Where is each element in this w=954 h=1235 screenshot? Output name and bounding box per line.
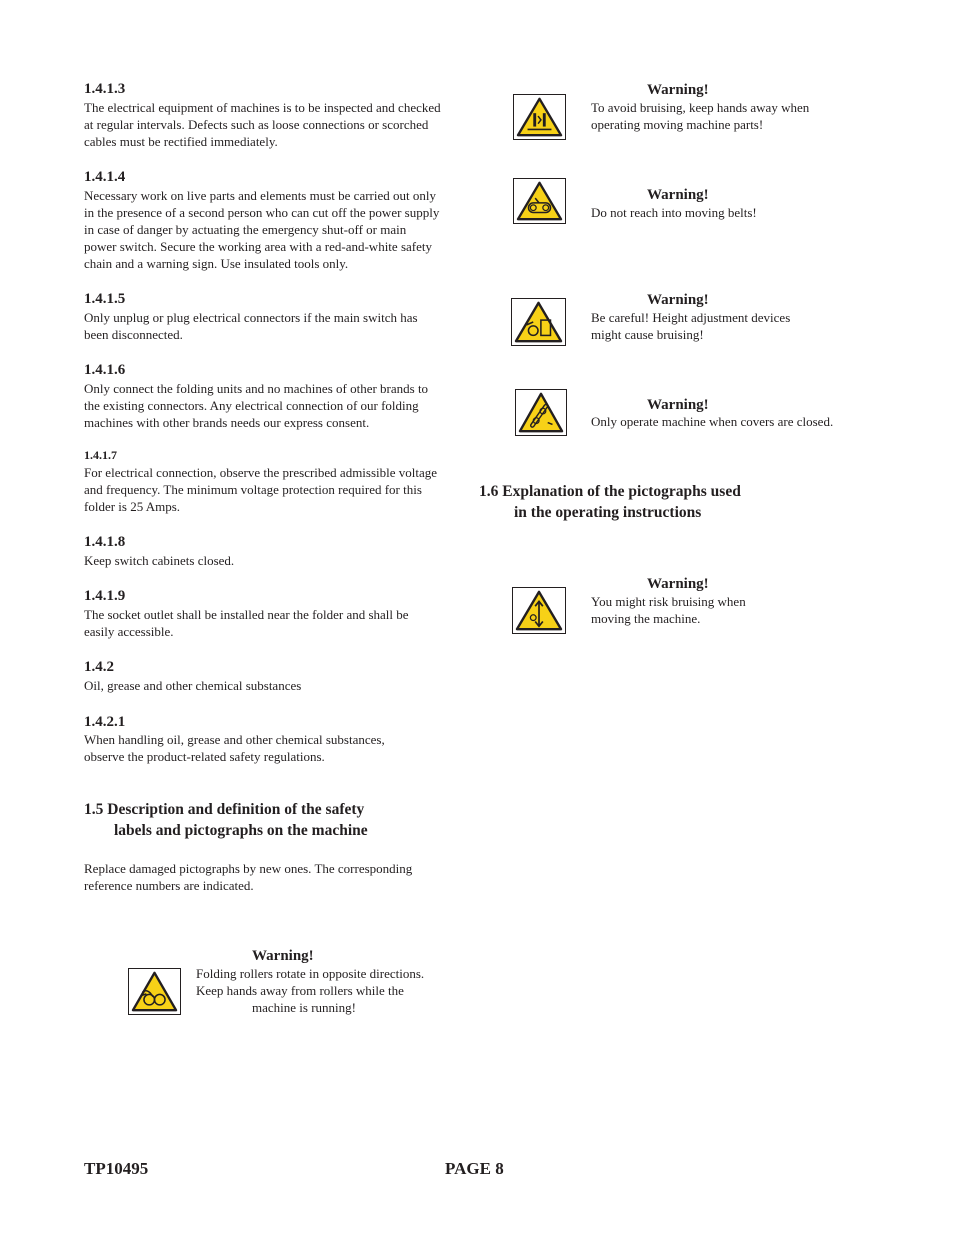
paragraph-1-4-1-8 [84, 552, 234, 569]
section-title-line: labels and pictographs on the machine [114, 822, 368, 839]
text-line: power switch. Secure the working area with a red-and-white safety [84, 239, 432, 254]
warning-title: Warning! [252, 948, 314, 964]
section-1-5-body [84, 860, 412, 894]
paragraph-1-4-1-7 [84, 464, 437, 515]
text-line: been disconnected. [84, 327, 183, 342]
text-line: cables must be rectified immediately. [84, 134, 278, 149]
belt-hazard-icon [513, 178, 566, 224]
text-line: the existing connectors. Any electrical connection of our folding [84, 398, 419, 413]
text-line: easily accessible. [84, 624, 174, 639]
heading-1-4-1-6: 1.4.1.6 [84, 362, 126, 378]
text-line: chain and a warning sign. Use insulated tools only. [84, 256, 349, 271]
text-line: For electrical connection, observe the prescribed admissible voltage [84, 465, 438, 480]
warning-text [591, 99, 809, 133]
paragraph-1-4-1-5 [84, 309, 418, 343]
text-line: machine is running! [252, 1000, 356, 1015]
paragraph-1-4-1-6 [84, 380, 428, 431]
text-line: Do not reach into moving belts! [591, 205, 757, 220]
heading-1-4-2: 1.4.2 [84, 659, 114, 675]
text-line: Keep switch cabinets closed. [84, 553, 235, 568]
text-line: at regular intervals. Defects such as loose connections or scorched [84, 117, 429, 132]
text-line: The socket outlet shall be installed near the folder and shall be [84, 607, 409, 622]
heading-1-4-1-5: 1.4.1.5 [84, 291, 126, 307]
heading-1-4-1-9: 1.4.1.9 [84, 588, 126, 604]
warning-text [591, 204, 757, 221]
text-line: Necessary work on live parts and elements must be carried out only [84, 188, 436, 203]
paragraph-1-4-2-1 [84, 731, 385, 765]
text-line: Oil, grease and other chemical substances [84, 678, 302, 693]
hand-crush-icon [513, 94, 566, 140]
section-1-5-title [84, 799, 368, 841]
text-line: operating moving machine parts! [591, 117, 764, 132]
warning-text [196, 965, 424, 1016]
footer-page-number: PAGE 8 [445, 1159, 504, 1178]
warning-text [591, 593, 746, 627]
warning-title: Warning! [647, 82, 709, 98]
text-line: Replace damaged pictographs by new ones. The corresponding [84, 861, 413, 876]
height-adjust-hazard-icon [511, 298, 566, 346]
text-line: in case of danger by actuating the emergency shut-off or main [84, 222, 407, 237]
text-line: Only unplug or plug electrical connectors if the main switch has [84, 310, 418, 325]
text-line: You might risk bruising when [591, 594, 746, 609]
heading-1-4-2-1: 1.4.2.1 [84, 714, 126, 730]
text-line: moving the machine. [591, 611, 701, 626]
heading-1-4-1-3: 1.4.1.3 [84, 81, 126, 97]
rollers-hazard-icon [128, 968, 181, 1015]
warning-title: Warning! [647, 576, 709, 592]
covers-closed-icon [515, 389, 567, 436]
text-line: Be careful! Height adjustment devices [591, 310, 791, 325]
text-line: Only connect the folding units and no machines of other brands to [84, 381, 429, 396]
section-1-6-title [479, 481, 741, 523]
heading-1-4-1-7: 1.4.1.7 [84, 448, 117, 462]
warning-title: Warning! [647, 187, 709, 203]
paragraph-1-4-2 [84, 677, 301, 694]
text-line: and frequency. The minimum voltage protection required for this [84, 482, 422, 497]
text-line: in the presence of a second person who can cut off the power supply [84, 205, 440, 220]
moving-machine-icon [512, 587, 566, 634]
text-line: machines with other brands needs our express consent. [84, 415, 370, 430]
text-line: The electrical equipment of machines is to be inspected and checked [84, 100, 441, 115]
footer-doc-id: TP10495 [84, 1159, 149, 1178]
text-line: When handling oil, grease and other chemical substances, [84, 732, 385, 747]
heading-1-4-1-8: 1.4.1.8 [84, 534, 126, 550]
text-line: might cause bruising! [591, 327, 704, 342]
warning-title: Warning! [647, 397, 709, 413]
text-line: observe the product-related safety regulations. [84, 749, 325, 764]
text-line: To avoid bruising, keep hands away when [591, 100, 810, 115]
text-line: reference numbers are indicated. [84, 878, 254, 893]
section-title-line: in the operating instructions [514, 504, 702, 521]
paragraph-1-4-1-9 [84, 606, 409, 640]
section-title-line: 1.6 Explanation of the pictographs used [479, 483, 741, 500]
paragraph-1-4-1-3 [84, 99, 441, 150]
heading-1-4-1-4: 1.4.1.4 [84, 169, 126, 185]
paragraph-1-4-1-4 [84, 187, 439, 272]
warning-title: Warning! [647, 292, 709, 308]
text-line: Folding rollers rotate in opposite directions. [196, 966, 425, 981]
warning-text [591, 413, 833, 430]
warning-text [591, 309, 790, 343]
section-title-line: 1.5 Description and definition of the safety [84, 801, 365, 818]
text-line: Keep hands away from rollers while the [196, 983, 404, 998]
text-line: folder is 25 Amps. [84, 499, 181, 514]
text-line: Only operate machine when covers are closed. [591, 414, 834, 429]
